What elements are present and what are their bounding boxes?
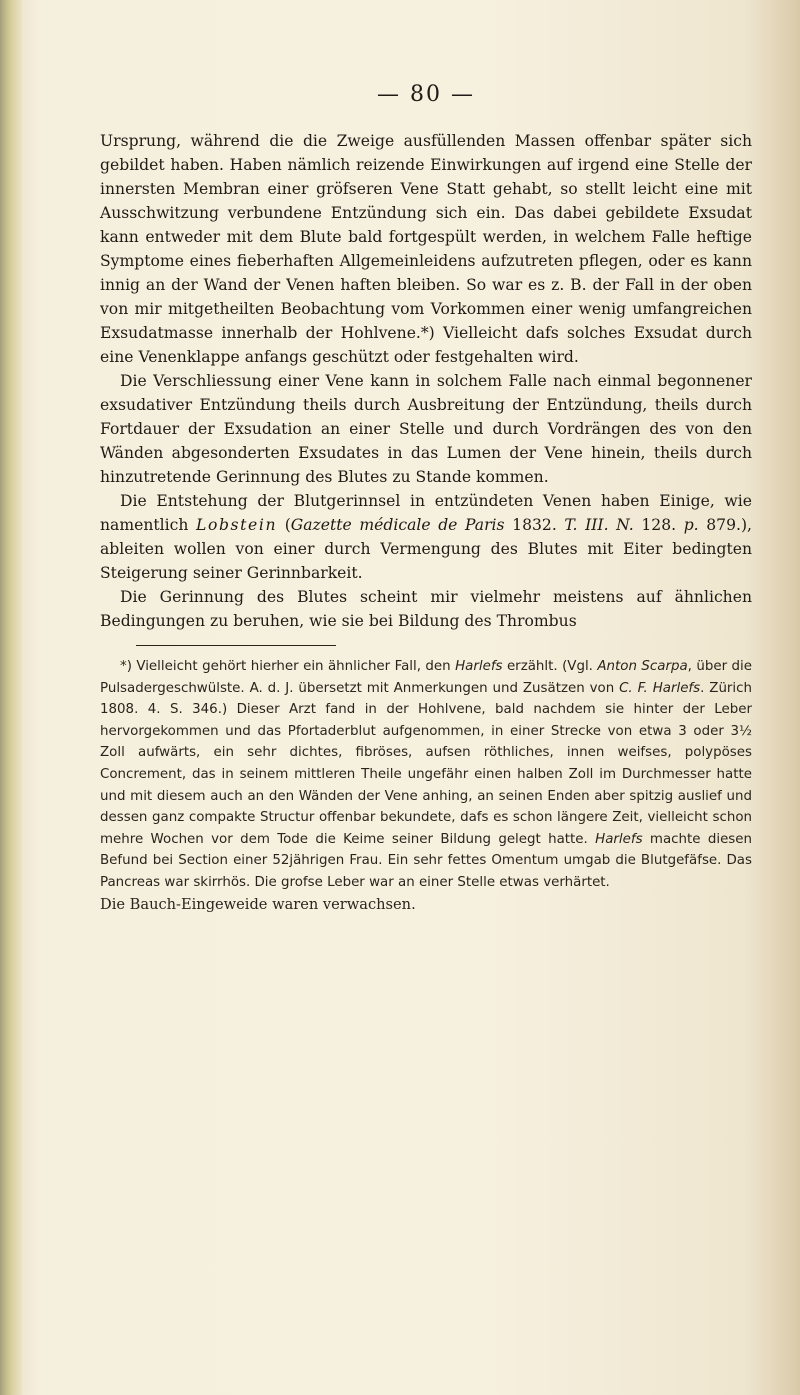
author-harlefs-2: Harlefs	[595, 831, 643, 847]
paragraph-1: Ursprung, während die die Zweige ausfüllenden Massen offenbar später sich gebildet haben. Haben nämlich reizende Einwirkungen auf irgend eine Stelle der innersten Membran einer gröfseren Vene Statt gehabt, so stellt leicht eine mit Ausschwitzung verbundene Entzündung sich ein. Das dabei gebildete Exsudat kann entweder mit dem Blute bald fortgespült werden, in welchem Falle heftige Symptome eines fieberhaften Allgemeinleidens aufzutreten pflegen, oder es kann innig an der Wand der Venen haften bleiben. So war es z. B. der Fall in der oben von mir mitgetheilten Beobachtung vom Vorkommen einer wenig umfangreichen Exsudatmasse innerhalb der Hohlvene.*) Vielleicht dafs solches Exsudat durch eine Venenklappe anfangs geschützt oder festgehalten wird.	[100, 132, 752, 366]
footnote-text-b: erzählt. (Vgl.	[502, 659, 598, 674]
footnote-text	[100, 656, 752, 916]
main-text	[100, 129, 752, 633]
volume-reference: T. III. N.	[564, 516, 634, 534]
paragraph-3-text-b: (	[277, 516, 291, 534]
book-page	[100, 82, 752, 916]
footnote-text-d: . Zürich 1808. 4. S. 346.) Dieser Arzt fand in der Hohlvene, bald nachdem sie hinter der Leber hervorgekommen und das Pfortaderblut aufgenommen, in einer Strecke von etwa 3 oder 3½ Zoll aufwärts, ein sehr dichtes, fibröses, aufsen röthliches, innen weifses, polypöses Concrement, das in seinem mittleren Theile ungefähr einen halben Zoll im Durchmesser hatte und mit diesem auch an den Wänden der Vene anhing, an seinen Enden aber spitzig auslief und dessen ganz compakte Structur offenbar bekundete, dafs es schon längere Zeit, vielleicht schon mehre Wochen vor dem Tode die Keime seiner Bildung gelegt hatte.	[100, 680, 753, 847]
author-lobstein: Lobstein	[196, 516, 278, 534]
translator-harlefs: C. F. Harlefs	[619, 680, 701, 696]
footnote-text-e: machte diesen Befund bei Section einer 52jährigen Frau. Ein sehr fettes Omentum umgab die Blutgefäfse. Das Pancreas war skirrhös. Die grofse Leber war an einer Stelle etwas verhärtet.	[100, 831, 753, 890]
footnote-divider	[136, 645, 336, 646]
paragraph-3-text-d: 128.	[633, 516, 684, 534]
paragraph-3	[100, 489, 752, 585]
paragraph-3-text-c: 1832.	[504, 516, 565, 534]
paragraph-2: Die Verschliessung einer Vene kann in solchem Falle nach einmal begonnener exsudativer Entzündung theils durch Ausbreitung der Entzündung, theils durch Fortdauer der Exsudation an einer Stelle und durch Vordrängen des von den Wänden abgesonderten Exsudates in das Lumen der Vene hinein, theils durch hinzutretende Gerinnung des Blutes zu Stande kommen.	[100, 372, 752, 486]
footnote-text-a: *) Vielleicht gehört hierher ein ähnlicher Fall, den	[120, 659, 456, 674]
footnote-text-c: , über die Pulsadergeschwülste. A. d. J. übersetzt mit Anmerkungen und Zusätzen von	[100, 659, 752, 696]
author-scarpa: Anton Scarpa	[597, 659, 688, 674]
journal-title: Gazette médicale de Paris	[290, 516, 505, 534]
page-reference: p.	[683, 516, 699, 534]
page-number: — 80 —	[377, 82, 475, 107]
book-spine-shadow	[0, 0, 22, 1395]
footnote-last-line: Die Bauch-Eingeweide waren verwachsen.	[100, 895, 416, 913]
paragraph-4: Die Gerinnung des Blutes scheint mir vielmehr meistens auf ähnlichen Bedingungen zu beruhen, wie sie bei Bildung des Thrombus	[100, 588, 752, 630]
paragraph-3-text-e: 879.), ableiten wollen von einer durch Vermengung des Blutes mit Eiter bedingten Steigerung seiner Gerinnbarkeit.	[100, 516, 753, 582]
paragraph-3-text-a: Die Entstehung der Blutgerinnsel in entzündeten Venen haben Einige, wie namentlich	[100, 492, 752, 534]
author-harlefs: Harlefs	[455, 659, 503, 674]
footnote	[100, 656, 752, 916]
